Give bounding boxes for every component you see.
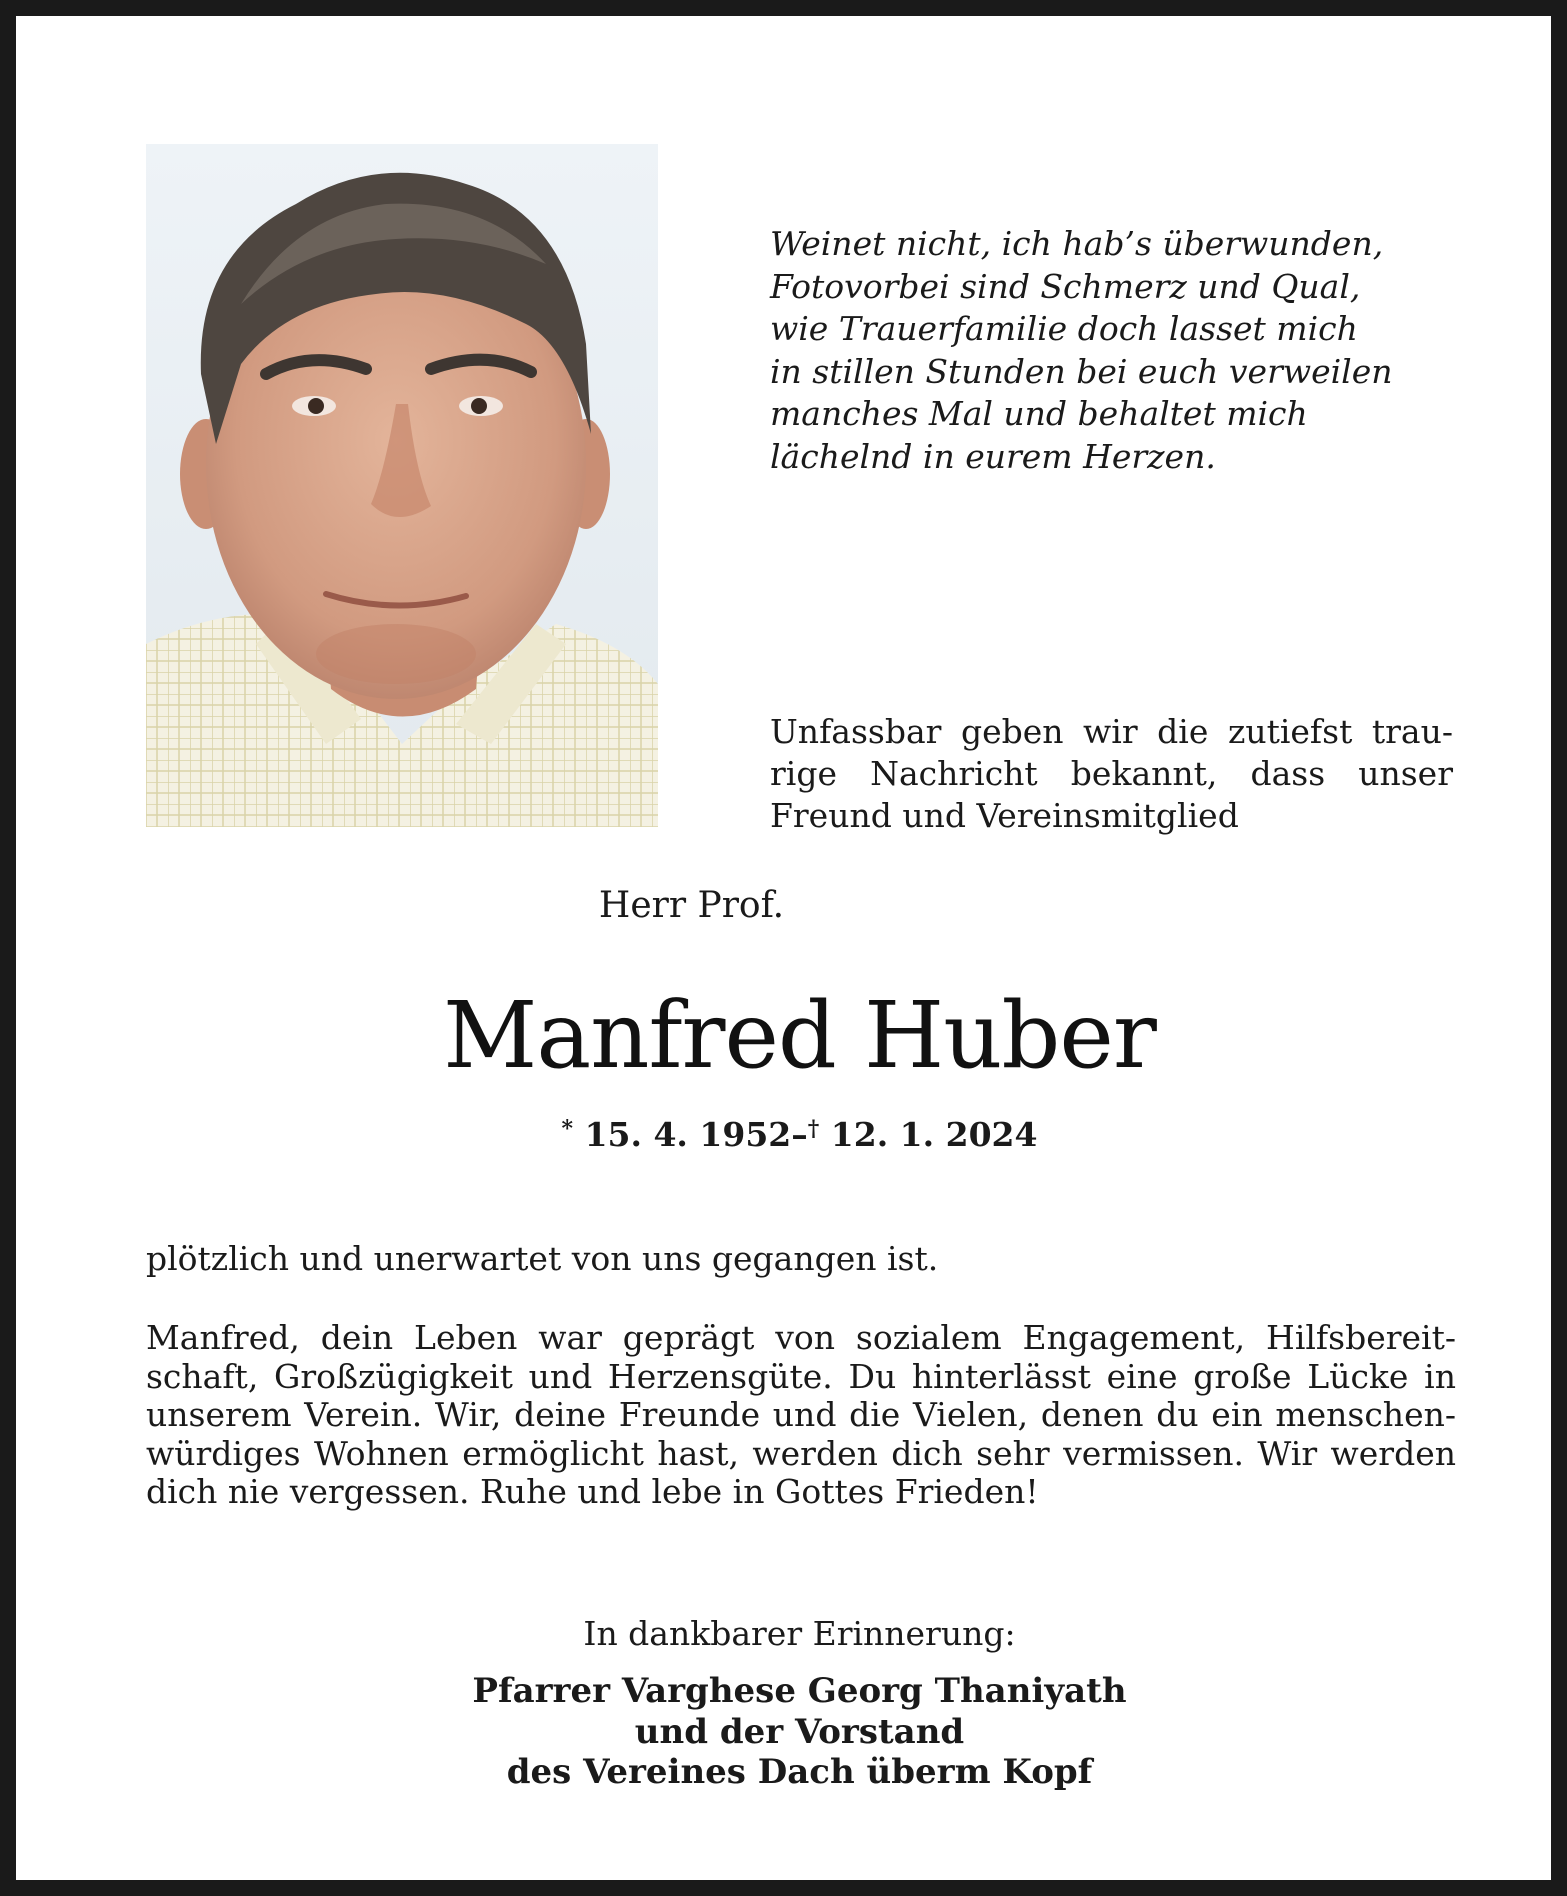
poem-line: manches Mal und behaltet mich — [770, 394, 1308, 433]
announcement-intro — [770, 711, 1453, 837]
tribute-line: Manfred, dein Leben war geprägt von sozialem Engagement, Hilfsbereit- — [146, 1318, 1456, 1357]
life-dates — [16, 1106, 1567, 1158]
intro-line: Unfassbar geben wir die zutiefst trau- — [770, 712, 1453, 751]
poem-line: Fotovorbei sind Schmerz und Qual, — [770, 266, 1361, 306]
intro-line: Freund und Vereinsmitglied — [770, 796, 1239, 835]
tribute-line: schaft, Großzügigkeit und Herzensgüte. Du hinterlässt eine große Lücke in — [146, 1356, 1456, 1396]
poem-verse — [770, 223, 1470, 478]
birth-symbol: * — [561, 1116, 574, 1142]
poem-line: lächelnd in eurem Herzen. — [770, 436, 1216, 476]
death-date: 12. 1. 2024 — [830, 1115, 1038, 1154]
tribute-line: dich nie vergessen. Ruhe und lebe in Gottes Frieden! — [146, 1472, 1039, 1511]
birth-date: 15. 4. 1952 — [584, 1115, 792, 1154]
poem-line: wie Trauerfamilie doch lasset mich — [770, 309, 1358, 348]
death-symbol: † — [807, 1116, 820, 1142]
portrait-photo — [146, 144, 658, 827]
signer-line: des Vereines Dach überm Kopf — [506, 1752, 1093, 1792]
passed-away-text: plötzlich und unerwartet von uns gegangen ist. — [146, 1239, 939, 1278]
date-separator: – — [791, 1115, 808, 1154]
signer-line: und der Vorstand — [634, 1711, 965, 1752]
memory-line: In dankbarer Erinnerung: — [583, 1614, 1016, 1653]
salutation-text: Herr Prof. — [598, 885, 785, 926]
signer-line: Pfarrer Varghese Georg Thaniyath — [472, 1671, 1127, 1711]
poem-line: Weinet nicht, ich hab’s überwunden, — [770, 224, 1384, 263]
tribute-line: unserem Verein. Wir, deine Freunde und die Vielen, denen du ein menschen- — [146, 1395, 1456, 1434]
signers — [16, 1671, 1567, 1793]
deceased-name: Manfred Huber — [443, 982, 1156, 1089]
poem-line: in stillen Stunden bei euch verweilen — [770, 351, 1393, 391]
intro-line: rige Nachricht bekannt, dass unser — [770, 754, 1453, 793]
salutation — [16, 884, 1567, 928]
tribute-paragraph — [146, 1319, 1456, 1512]
tribute-line: würdiges Wohnen ermöglicht hast, werden dich sehr vermissen. Wir werden — [146, 1433, 1456, 1473]
